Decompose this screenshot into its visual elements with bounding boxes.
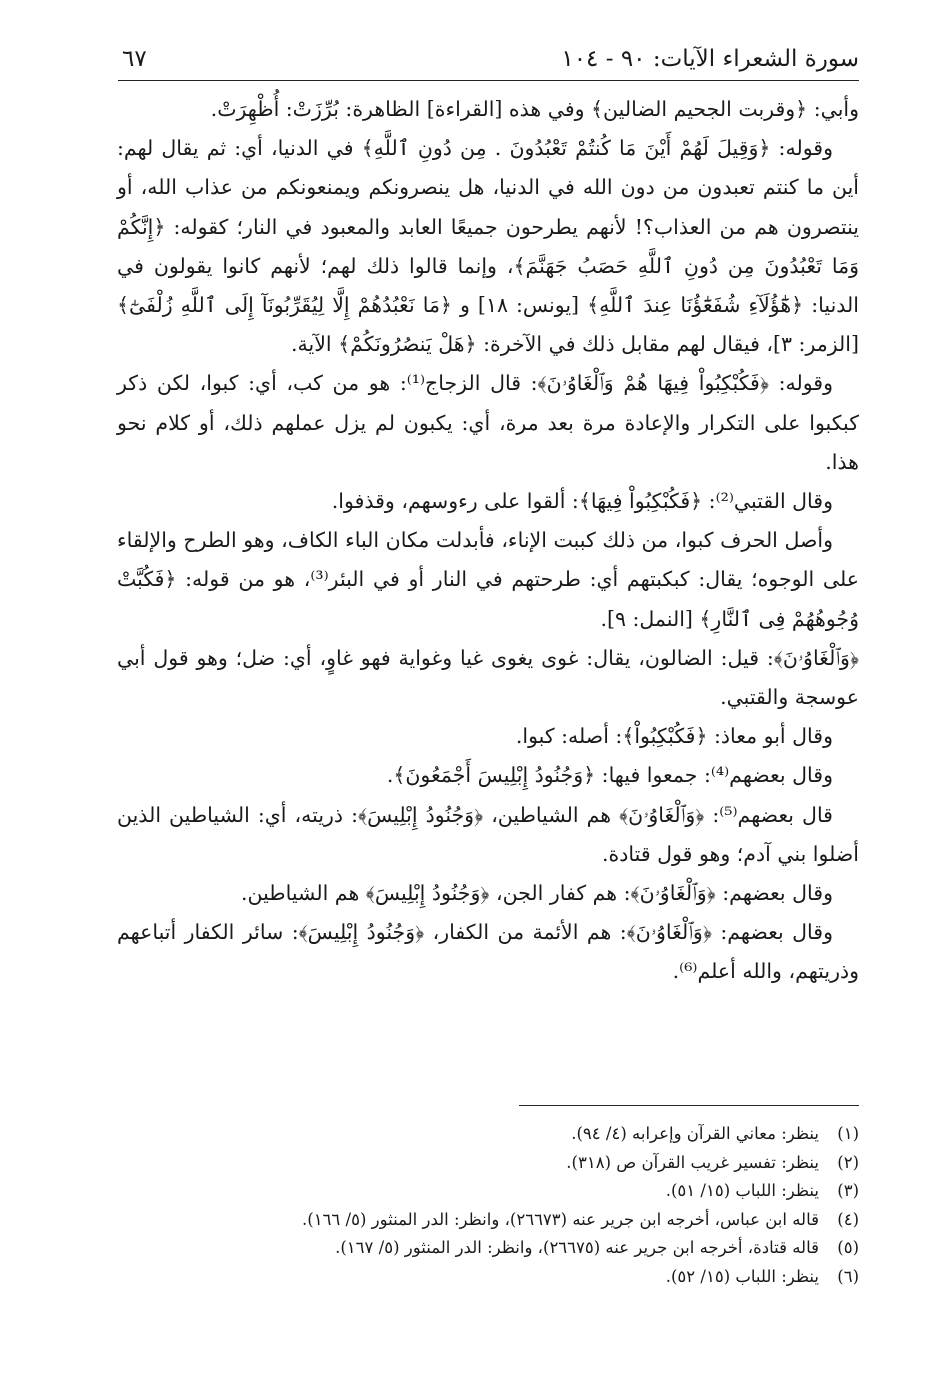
- paragraph: وقال القتبي⁽²⁾: ﴿فَكُبْكِبُواْ فِيهَا﴾: ألقوا على رءوسهم، وقذفوا.: [331, 489, 833, 514]
- paragraph: وقال أبو معاذ: ﴿فَكُبْكِبُواْ﴾: أصله: كبوا.: [515, 724, 833, 749]
- footnote-text: ينظر: معاني القرآن وإعرابه (٤/ ٩٤).: [571, 1124, 819, 1143]
- paragraph: وقال بعضهم: ﴿وَٱلْغَاوُۥنَ﴾: هم الأئمة من الكفار، ﴿وَجُنُودُ إِبْلِيسَ﴾: سائر الكفار أتباعهم وذريتهم، والله أعلم⁽⁶⁾.: [117, 920, 859, 984]
- footnote: [117, 1149, 859, 1178]
- footnote-text: ينظر: تفسير غريب القرآن ص (٣١٨).: [566, 1152, 819, 1172]
- paragraph: وقال بعضهم⁽⁴⁾: جمعوا فيها: ﴿وَجُنُودُ إِبْلِيسَ أَجْمَعُونَ﴾.: [386, 763, 833, 788]
- running-title: سورة الشعراء الآيات: ٩٠ - ١٠٤: [561, 46, 859, 72]
- footnote-text: ينظر: اللباب (١٥/ ٥٢).: [665, 1266, 819, 1286]
- footnote-text: قاله قتادة، أخرجه ابن جرير عنه (٢٦٦٧٥)، وانظر: الدر المنثور (٥/ ١٦٧).: [335, 1238, 819, 1258]
- paragraph: وأبي: ﴿وقربت الجحيم الضالين﴾ وفي هذه [القراءة] الظاهرة: بُرِّزَتْ: أُظْهِرَتْ.: [210, 97, 859, 121]
- footnotes: [117, 1120, 859, 1292]
- main-text: [117, 90, 859, 992]
- footnote-number: (٤): [837, 1209, 859, 1229]
- paragraph: وقوله: ﴿وَقِيلَ لَهُمْ أَيْنَ مَا كُنتُمْ تَعْبُدُونَ . مِن دُونِ ٱللَّهِ﴾ في الدنيا، أي: ثم يقال لهم: أين ما كنتم تعبدون من دون الله في الدنيا، هل ينصرونكم ويمنعونكم من عذاب الله، أو ينتصرون هم من العذاب؟! لأنهم يطرحون جميعًا العابد والمعبود في النار؛ كقوله: ﴿إِنَّكُمْ وَمَا تَعْبُدُونَ مِن دُونِ ٱللَّهِ حَصَبُ جَهَنَّمَ﴾، وإنما قالوا ذلك لهم؛ لأنهم كانوا يقولون في الدنيا: ﴿هَٰٓؤُلَآءِ شُفَعَٰٓؤُنَا عِندَ ٱللَّهِ﴾ [يونس: ١٨] و ﴿مَا نَعْبُدُهُمْ إِلَّا لِيُقَرِّبُونَآ إِلَى ٱللَّهِ زُلْفَىٰٓ﴾ [الزمر: ٣]، فيقال لهم مقابل ذلك في الآخرة: ﴿هَلْ يَنصُرُونَكُمْ﴾ الآية.: [117, 136, 859, 357]
- page-number: ٦٧: [122, 46, 147, 72]
- paragraph: وأصل الحرف كبوا، من ذلك كببت الإناء، فأبدلت مكان الباء الكاف، وهو الطرح والإلقاء على الوجوه؛ يقال: كبكبتهم أي: طرحتهم في النار أو في البئر⁽³⁾، هو من قوله: ﴿فَكُبَّتْ وُجُوهُهُمْ فِى ٱلنَّارِ﴾ [النمل: ٩].: [117, 528, 860, 631]
- footnote-number: (٥): [837, 1238, 859, 1258]
- footnote-number: (١): [837, 1124, 859, 1143]
- footnote: [117, 1263, 859, 1292]
- paragraph: وقال بعضهم: ﴿وَٱلْغَاوُۥنَ﴾: هم كفار الجن، ﴿وَجُنُودُ إِبْلِيسَ﴾ هم الشياطين.: [241, 881, 833, 906]
- footnote-text: ينظر: اللباب (١٥/ ٥١).: [665, 1181, 819, 1201]
- footnote-number: (٢): [837, 1152, 859, 1172]
- page-header: [118, 40, 859, 81]
- footnote-number: (٦): [837, 1266, 859, 1286]
- footnote: [117, 1177, 859, 1206]
- footnote: [117, 1120, 859, 1149]
- footnote-text: قاله ابن عباس، أخرجه ابن جرير عنه (٢٦٦٧٣)، وانظر: الدر المنثور (٥/ ١٦٦).: [302, 1209, 819, 1229]
- paragraph: ﴿وَٱلْغَاوُۥنَ﴾: قيل: الضالون، يقال: غوى يغوى غيا وغواية فهو غاوٍ، أي: ضل؛ وهو قول أبي عوسجة والقتبي.: [117, 645, 859, 710]
- paragraph: وقوله: ﴿فَكُبْكِبُواْ فِيهَا هُمْ وَٱلْغَاوُۥنَ﴾: قال الزجاج⁽¹⁾: هو من كب، أي: كبوا، لكن ذكر كبكبوا على التكرار والإعادة مرة بعد مرة، أي: يكبون لم يزل عملهم ذلك، أو كلام نحو هذا.: [117, 371, 859, 474]
- paragraph: قال بعضهم⁽⁵⁾: ﴿وَٱلْغَاوُۥنَ﴾ هم الشياطين، ﴿وَجُنُودُ إِبْلِيسَ﴾: ذريته، أي: الشياطين الذين أضلوا بني آدم؛ وهو قول قتادة.: [117, 802, 859, 866]
- footnote: [117, 1234, 859, 1263]
- footnote-number: (٣): [837, 1181, 859, 1201]
- footnote-divider: [519, 1105, 859, 1106]
- footnote: [117, 1206, 859, 1235]
